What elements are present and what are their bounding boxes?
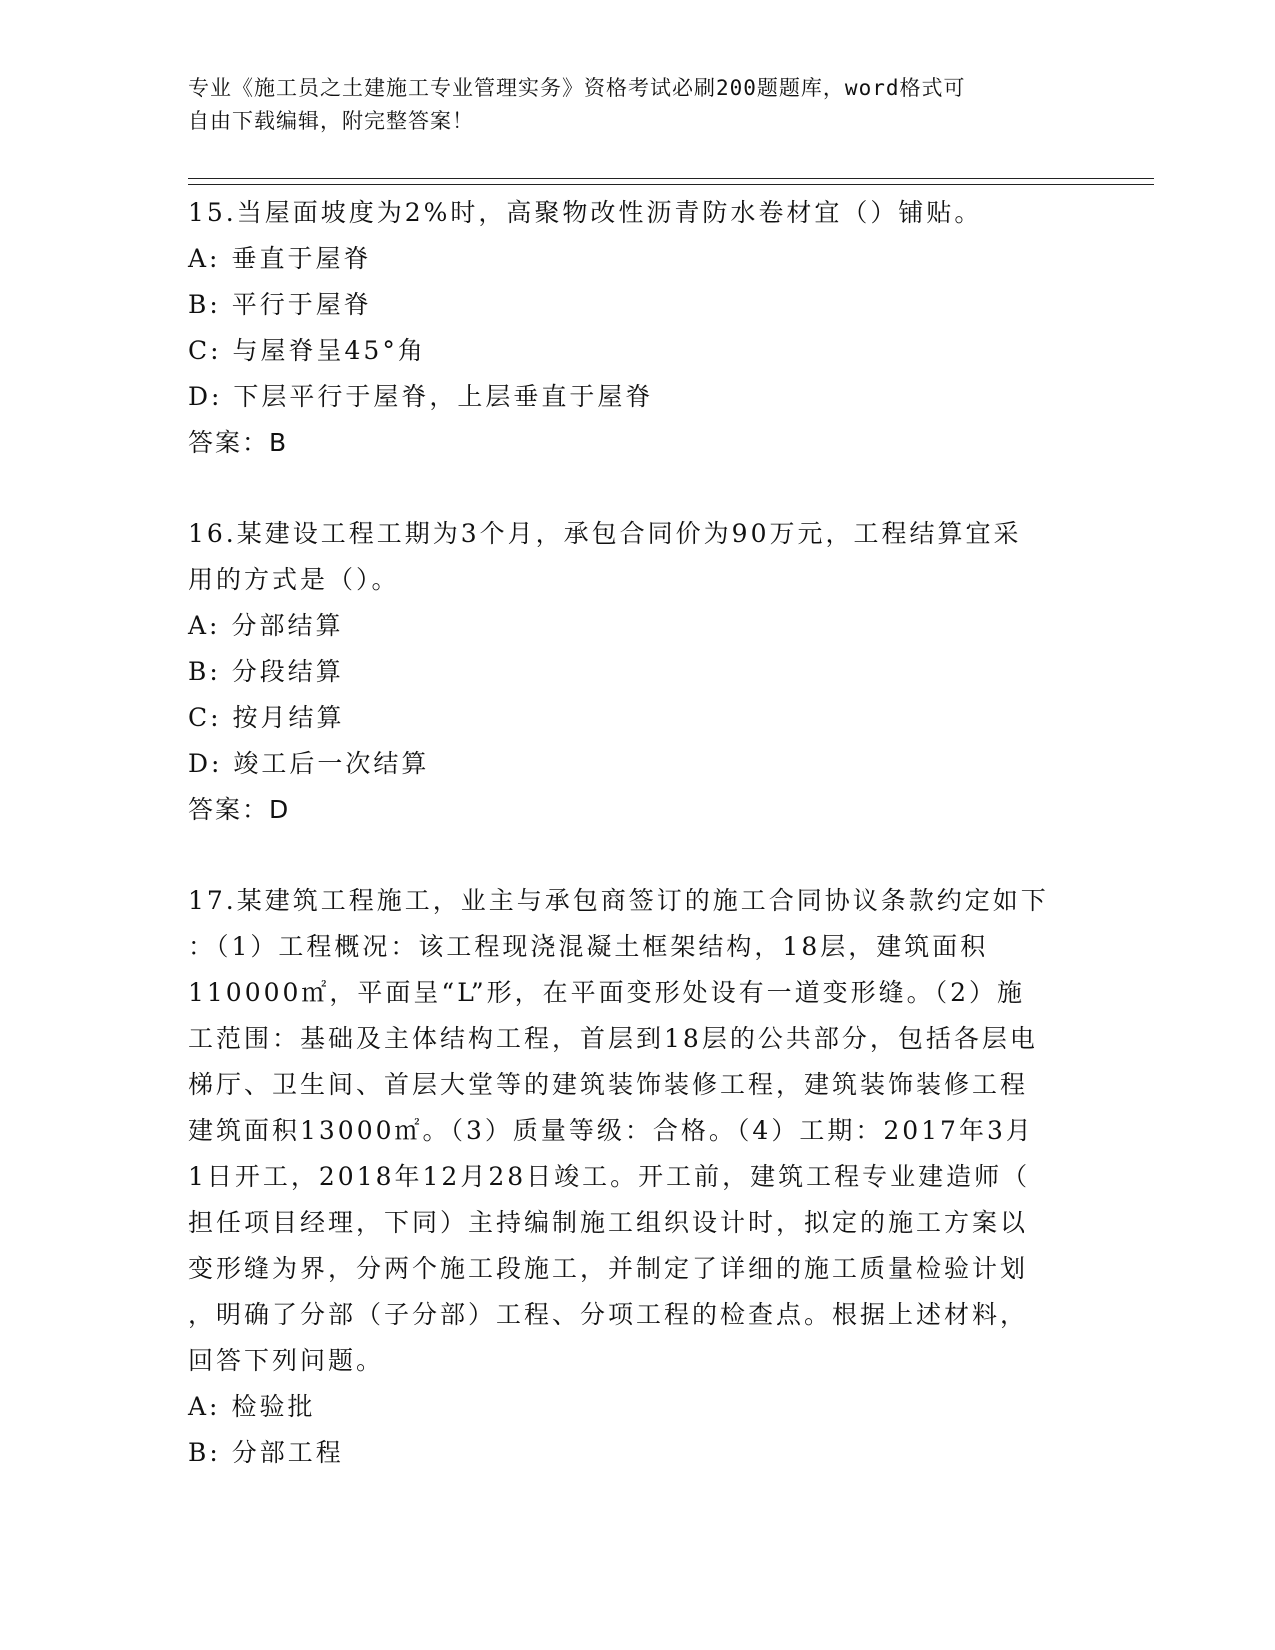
- question-16: [188, 511, 1088, 833]
- option-letter: A:: [188, 1392, 221, 1421]
- option-c: [188, 328, 1088, 374]
- option-text: 垂直于屋脊: [231, 244, 372, 273]
- option-letter: B:: [188, 290, 221, 319]
- question-text-line-5: 梯厅、卫生间、首层大堂等的建筑装饰装修工程，建筑装饰装修工程: [188, 1070, 1029, 1099]
- question-text-line-7: 1日开工，2018年12月28日竣工。开工前，建筑工程专业建造师（: [188, 1162, 1031, 1191]
- option-text: 与屋脊呈45°角: [232, 336, 426, 365]
- option-letter: C:: [188, 703, 222, 732]
- question-text-line-4: 工范围：基础及主体结构工程，首层到18层的公共部分，包括各层电: [188, 1024, 1038, 1053]
- question-text-line-6: 建筑面积13000㎡。（3）质量等级：合格。（4）工期：2017年3月: [188, 1116, 1034, 1145]
- option-letter: A:: [188, 244, 221, 273]
- question-text-line-2: 用的方式是（）。: [188, 565, 400, 594]
- header-line-1: 专业《施工员之土建施工专业管理实务》资格考试必刷200题题库，word格式可: [188, 76, 966, 100]
- document-header: [188, 72, 1068, 138]
- header-line-2: 自由下载编辑，附完整答案！: [188, 109, 474, 133]
- question-text-line-1: 17.某建筑工程施工，业主与承包商签订的施工合同协议条款约定如下: [188, 886, 1049, 915]
- option-text: 检验批: [231, 1392, 316, 1421]
- option-letter: D:: [188, 749, 223, 778]
- option-b: [188, 649, 1088, 695]
- option-letter: D:: [188, 382, 223, 411]
- question-text-line-10: ，明确了分部（子分部）工程、分项工程的检查点。根据上述材料，: [188, 1300, 1029, 1329]
- option-c: [188, 695, 1088, 741]
- question-text-line-11: 回答下列问题。: [188, 1346, 385, 1375]
- header-divider-top: [188, 178, 1154, 179]
- option-text: 下层平行于屋脊，上层垂直于屋脊: [233, 382, 654, 411]
- question-text-line-9: 变形缝为界，分两个施工段施工，并制定了详细的施工质量检验计划: [188, 1254, 1029, 1283]
- answer-line: 答案：D: [188, 795, 291, 824]
- question-text-line-2: ：（1）工程概况：该工程现浇混凝土框架结构，18层，建筑面积: [188, 932, 989, 961]
- option-letter: B:: [188, 657, 221, 686]
- option-d: [188, 741, 1088, 787]
- header-divider-bottom: [188, 184, 1154, 185]
- question-list: [188, 190, 1088, 1476]
- question-text-line-8: 担任项目经理，下同）主持编制施工组织设计时，拟定的施工方案以: [188, 1208, 1029, 1237]
- option-text: 按月结算: [232, 703, 345, 732]
- option-text: 分部工程: [231, 1438, 344, 1467]
- option-text: 竣工后一次结算: [233, 749, 430, 778]
- option-text: 分段结算: [231, 657, 344, 686]
- option-letter: A:: [188, 611, 221, 640]
- option-a: [188, 236, 1088, 282]
- option-text: 平行于屋脊: [231, 290, 372, 319]
- option-b: [188, 1430, 1088, 1476]
- option-letter: B:: [188, 1438, 221, 1467]
- option-text: 分部结算: [231, 611, 344, 640]
- question-text-line-3: 110000㎡，平面呈“L”形，在平面变形处设有一道变形缝。（2）施: [188, 978, 1026, 1007]
- option-letter: C:: [188, 336, 222, 365]
- answer-line: 答案：B: [188, 428, 289, 457]
- question-text-line-1: 16.某建设工程工期为3个月，承包合同价为90万元，工程结算宜采: [188, 519, 1022, 548]
- question-15: [188, 190, 1088, 466]
- option-a: [188, 1384, 1088, 1430]
- question-17: [188, 878, 1088, 1476]
- option-a: [188, 603, 1088, 649]
- option-b: [188, 282, 1088, 328]
- question-text: 15.当屋面坡度为2%时，高聚物改性沥青防水卷材宜（）铺贴。: [188, 198, 983, 227]
- option-d: [188, 374, 1088, 420]
